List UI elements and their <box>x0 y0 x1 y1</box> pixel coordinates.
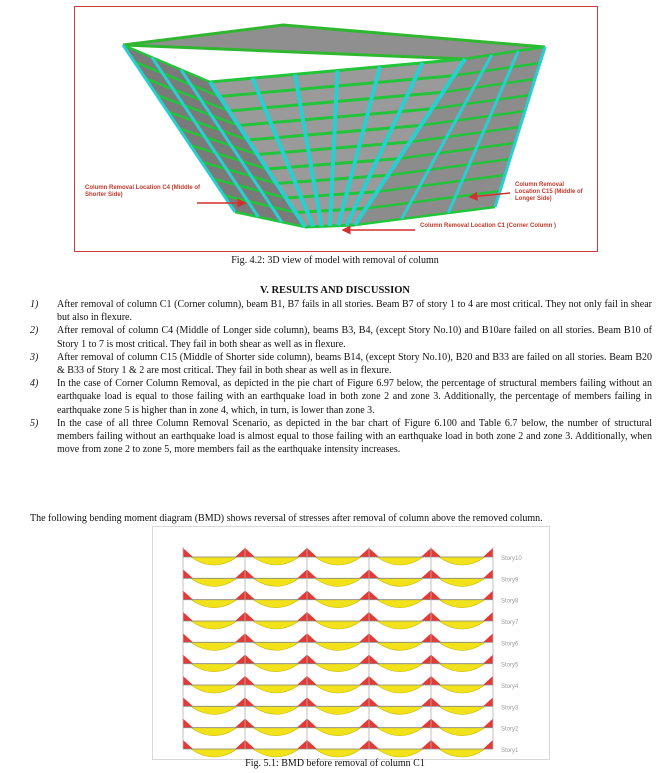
label-c15: Column Removal Location C15 (Middle of Longer Side) <box>515 182 583 202</box>
negative-moment <box>483 655 493 664</box>
figure-3d-model <box>74 6 598 252</box>
list-item <box>30 417 652 457</box>
negative-moment <box>421 676 431 685</box>
positive-moment <box>191 578 237 586</box>
positive-moment <box>315 706 361 714</box>
negative-moment <box>183 740 193 749</box>
negative-moment <box>359 569 369 578</box>
list-item <box>30 324 652 350</box>
item-text: After removal of column C4 (Middle of Longer side column), beams B3, B4, (except Story No.10) and B10are failed on all stories. Beam B10 of Story 1 to 7 is most critical. They fail in both shear as well as in flexure. <box>57 325 652 350</box>
positive-moment <box>377 621 423 629</box>
negative-moment <box>235 719 245 728</box>
negative-moment <box>483 612 493 621</box>
negative-moment <box>421 612 431 621</box>
section-heading: V. RESULTS AND DISCUSSION <box>260 285 410 296</box>
results-list <box>30 298 652 456</box>
negative-moment <box>307 591 317 600</box>
paragraph-bmd-intro: The following bending moment diagram (BMD) shows reversal of stresses after removal of column above the removed column. <box>30 513 543 524</box>
positive-moment <box>253 621 299 629</box>
negative-moment <box>297 633 307 642</box>
negative-moment <box>421 569 431 578</box>
positive-moment <box>377 600 423 608</box>
negative-moment <box>297 655 307 664</box>
negative-moment <box>369 719 379 728</box>
negative-moment <box>297 740 307 749</box>
positive-moment <box>377 706 423 714</box>
negative-moment <box>431 697 441 706</box>
negative-moment <box>297 697 307 706</box>
negative-moment <box>359 740 369 749</box>
bmd-drawing <box>153 527 549 759</box>
positive-moment <box>315 685 361 693</box>
story-label: Story1 <box>501 748 519 754</box>
positive-moment <box>439 642 485 650</box>
negative-moment <box>183 676 193 685</box>
item-number: 1) <box>30 299 39 310</box>
negative-moment <box>183 591 193 600</box>
negative-moment <box>297 569 307 578</box>
positive-moment <box>439 557 485 565</box>
negative-moment <box>307 719 317 728</box>
list-item <box>30 351 652 377</box>
item-text: In the case of Corner Column Removal, as depicted in the pie chart of Figure 6.97 below, the percentage of structural members failing without an earthquake load is equal to those failing with an earthquake load in both zone 2 and zone 3. Additionally, the percentage of members failing in earthquake zone 5 is higher than in zone 4, which, in turn, is lower than zone 3. <box>57 378 652 416</box>
positive-moment <box>315 578 361 586</box>
positive-moment <box>191 664 237 672</box>
item-text: After removal of column C1 (Corner column), beam B1, B7 fails in all stories. Beam B7 of story 1 to 4 are most critical. They not only fail in shear but also in flexure. <box>57 299 652 324</box>
story-label: Story4 <box>501 684 519 690</box>
negative-moment <box>235 697 245 706</box>
negative-moment <box>307 569 317 578</box>
positive-moment <box>253 557 299 565</box>
list-item <box>30 298 652 324</box>
negative-moment <box>369 676 379 685</box>
positive-moment <box>191 621 237 629</box>
positive-moment <box>191 642 237 650</box>
roof-slab <box>123 25 545 59</box>
negative-moment <box>483 697 493 706</box>
negative-moment <box>359 612 369 621</box>
story-label: Story9 <box>501 577 519 584</box>
positive-moment <box>439 621 485 629</box>
positive-moment <box>377 749 423 757</box>
item-number: 4) <box>30 378 39 390</box>
negative-moment <box>245 740 255 749</box>
negative-moment <box>245 569 255 578</box>
negative-moment <box>183 655 193 664</box>
positive-moment <box>253 685 299 693</box>
negative-moment <box>431 655 441 664</box>
negative-moment <box>307 655 317 664</box>
negative-moment <box>359 676 369 685</box>
positive-moment <box>315 664 361 672</box>
negative-moment <box>431 591 441 600</box>
negative-moment <box>369 740 379 749</box>
positive-moment <box>253 706 299 714</box>
negative-moment <box>369 655 379 664</box>
negative-moment <box>307 633 317 642</box>
negative-moment <box>431 548 441 557</box>
item-number: 5) <box>30 417 39 429</box>
negative-moment <box>359 633 369 642</box>
figure-bmd <box>152 526 550 760</box>
story-label: Story8 <box>501 598 519 605</box>
negative-moment <box>431 719 441 728</box>
positive-moment <box>191 706 237 714</box>
negative-moment <box>307 548 317 557</box>
item-text: In the case of all three Column Removal Scenario, as depicted in the bar chart of Figure 6.100 and Table 6.7 below, the number of structural members failing without an earthquake load is almost equal to those failing with an earthquake load in both zone 2 and zone 3. Additionally, when move from zone 2 to zone 5, more members fail as the earthquake intensity increases. <box>57 417 652 456</box>
negative-moment <box>431 740 441 749</box>
negative-moment <box>359 655 369 664</box>
positive-moment <box>377 728 423 736</box>
negative-moment <box>431 612 441 621</box>
negative-moment <box>183 697 193 706</box>
negative-moment <box>245 697 255 706</box>
positive-moment <box>191 749 237 757</box>
negative-moment <box>183 633 193 642</box>
negative-moment <box>421 548 431 557</box>
negative-moment <box>359 697 369 706</box>
negative-moment <box>235 569 245 578</box>
negative-moment <box>297 612 307 621</box>
negative-moment <box>307 697 317 706</box>
negative-moment <box>245 591 255 600</box>
negative-moment <box>307 740 317 749</box>
positive-moment <box>377 664 423 672</box>
positive-moment <box>253 642 299 650</box>
positive-moment <box>315 728 361 736</box>
positive-moment <box>191 600 237 608</box>
positive-moment <box>377 642 423 650</box>
positive-moment <box>315 557 361 565</box>
positive-moment <box>253 728 299 736</box>
negative-moment <box>235 612 245 621</box>
negative-moment <box>431 633 441 642</box>
negative-moment <box>183 719 193 728</box>
item-text: After removal of column C15 (Middle of Shorter side column), beams B14, (except Story No.10), B20 and B33 are failed on all stories. Beam B20 & B33 of Story 1 & 2 are most critical. They fail in both shear as well as in flexure. <box>57 351 652 377</box>
negative-moment <box>359 719 369 728</box>
list-item <box>30 377 652 417</box>
positive-moment <box>439 664 485 672</box>
negative-moment <box>183 612 193 621</box>
positive-moment <box>191 557 237 565</box>
negative-moment <box>369 612 379 621</box>
negative-moment <box>369 697 379 706</box>
item-number: 3) <box>30 351 39 363</box>
figure-caption: Fig. 4.2: 3D view of model with removal of column <box>231 255 439 266</box>
negative-moment <box>369 591 379 600</box>
negative-moment <box>235 633 245 642</box>
negative-moment <box>235 740 245 749</box>
negative-moment <box>245 719 255 728</box>
positive-moment <box>253 578 299 586</box>
negative-moment <box>245 633 255 642</box>
negative-moment <box>245 612 255 621</box>
negative-moment <box>245 548 255 557</box>
negative-moment <box>369 569 379 578</box>
negative-moment <box>235 591 245 600</box>
figure-caption: Fig. 5.1: BMD before removal of column C1 <box>245 758 425 769</box>
negative-moment <box>297 676 307 685</box>
negative-moment <box>183 569 193 578</box>
positive-moment <box>439 706 485 714</box>
negative-moment <box>421 719 431 728</box>
negative-moment <box>483 591 493 600</box>
positive-moment <box>253 664 299 672</box>
negative-moment <box>483 548 493 557</box>
negative-moment <box>369 633 379 642</box>
story-label: Story5 <box>501 662 519 669</box>
negative-moment <box>431 676 441 685</box>
story-label: Story3 <box>501 705 519 712</box>
negative-moment <box>483 676 493 685</box>
negative-moment <box>245 655 255 664</box>
positive-moment <box>315 621 361 629</box>
positive-moment <box>377 578 423 586</box>
negative-moment <box>235 676 245 685</box>
negative-moment <box>421 697 431 706</box>
negative-moment <box>421 591 431 600</box>
negative-moment <box>421 633 431 642</box>
positive-moment <box>253 749 299 757</box>
negative-moment <box>235 548 245 557</box>
positive-moment <box>439 600 485 608</box>
negative-moment <box>307 676 317 685</box>
negative-moment <box>359 548 369 557</box>
positive-moment <box>439 728 485 736</box>
negative-moment <box>245 676 255 685</box>
positive-moment <box>439 685 485 693</box>
negative-moment <box>307 612 317 621</box>
item-number: 2) <box>30 325 39 337</box>
negative-moment <box>431 569 441 578</box>
story-label: Story2 <box>501 726 519 733</box>
positive-moment <box>191 728 237 736</box>
negative-moment <box>297 591 307 600</box>
story-label: Story7 <box>501 620 519 626</box>
label-c1: Column Removal Location C1 (Corner Column ) <box>420 223 557 229</box>
negative-moment <box>483 740 493 749</box>
negative-moment <box>359 591 369 600</box>
negative-moment <box>483 719 493 728</box>
negative-moment <box>297 719 307 728</box>
positive-moment <box>315 600 361 608</box>
negative-moment <box>421 655 431 664</box>
negative-moment <box>183 548 193 557</box>
label-c4: Column Removal Location C4 (Middle of Shorter Side) <box>85 185 201 198</box>
story-label: Story10 <box>501 556 522 562</box>
positive-moment <box>253 600 299 608</box>
negative-moment <box>369 548 379 557</box>
negative-moment <box>483 633 493 642</box>
negative-moment <box>483 569 493 578</box>
story-label: Story6 <box>501 641 519 648</box>
negative-moment <box>235 655 245 664</box>
positive-moment <box>377 557 423 565</box>
building-3d-drawing <box>75 7 597 251</box>
negative-moment <box>297 548 307 557</box>
negative-moment <box>421 740 431 749</box>
positive-moment <box>439 578 485 586</box>
positive-moment <box>315 749 361 757</box>
positive-moment <box>377 685 423 693</box>
positive-moment <box>315 642 361 650</box>
positive-moment <box>439 749 485 757</box>
positive-moment <box>191 685 237 693</box>
